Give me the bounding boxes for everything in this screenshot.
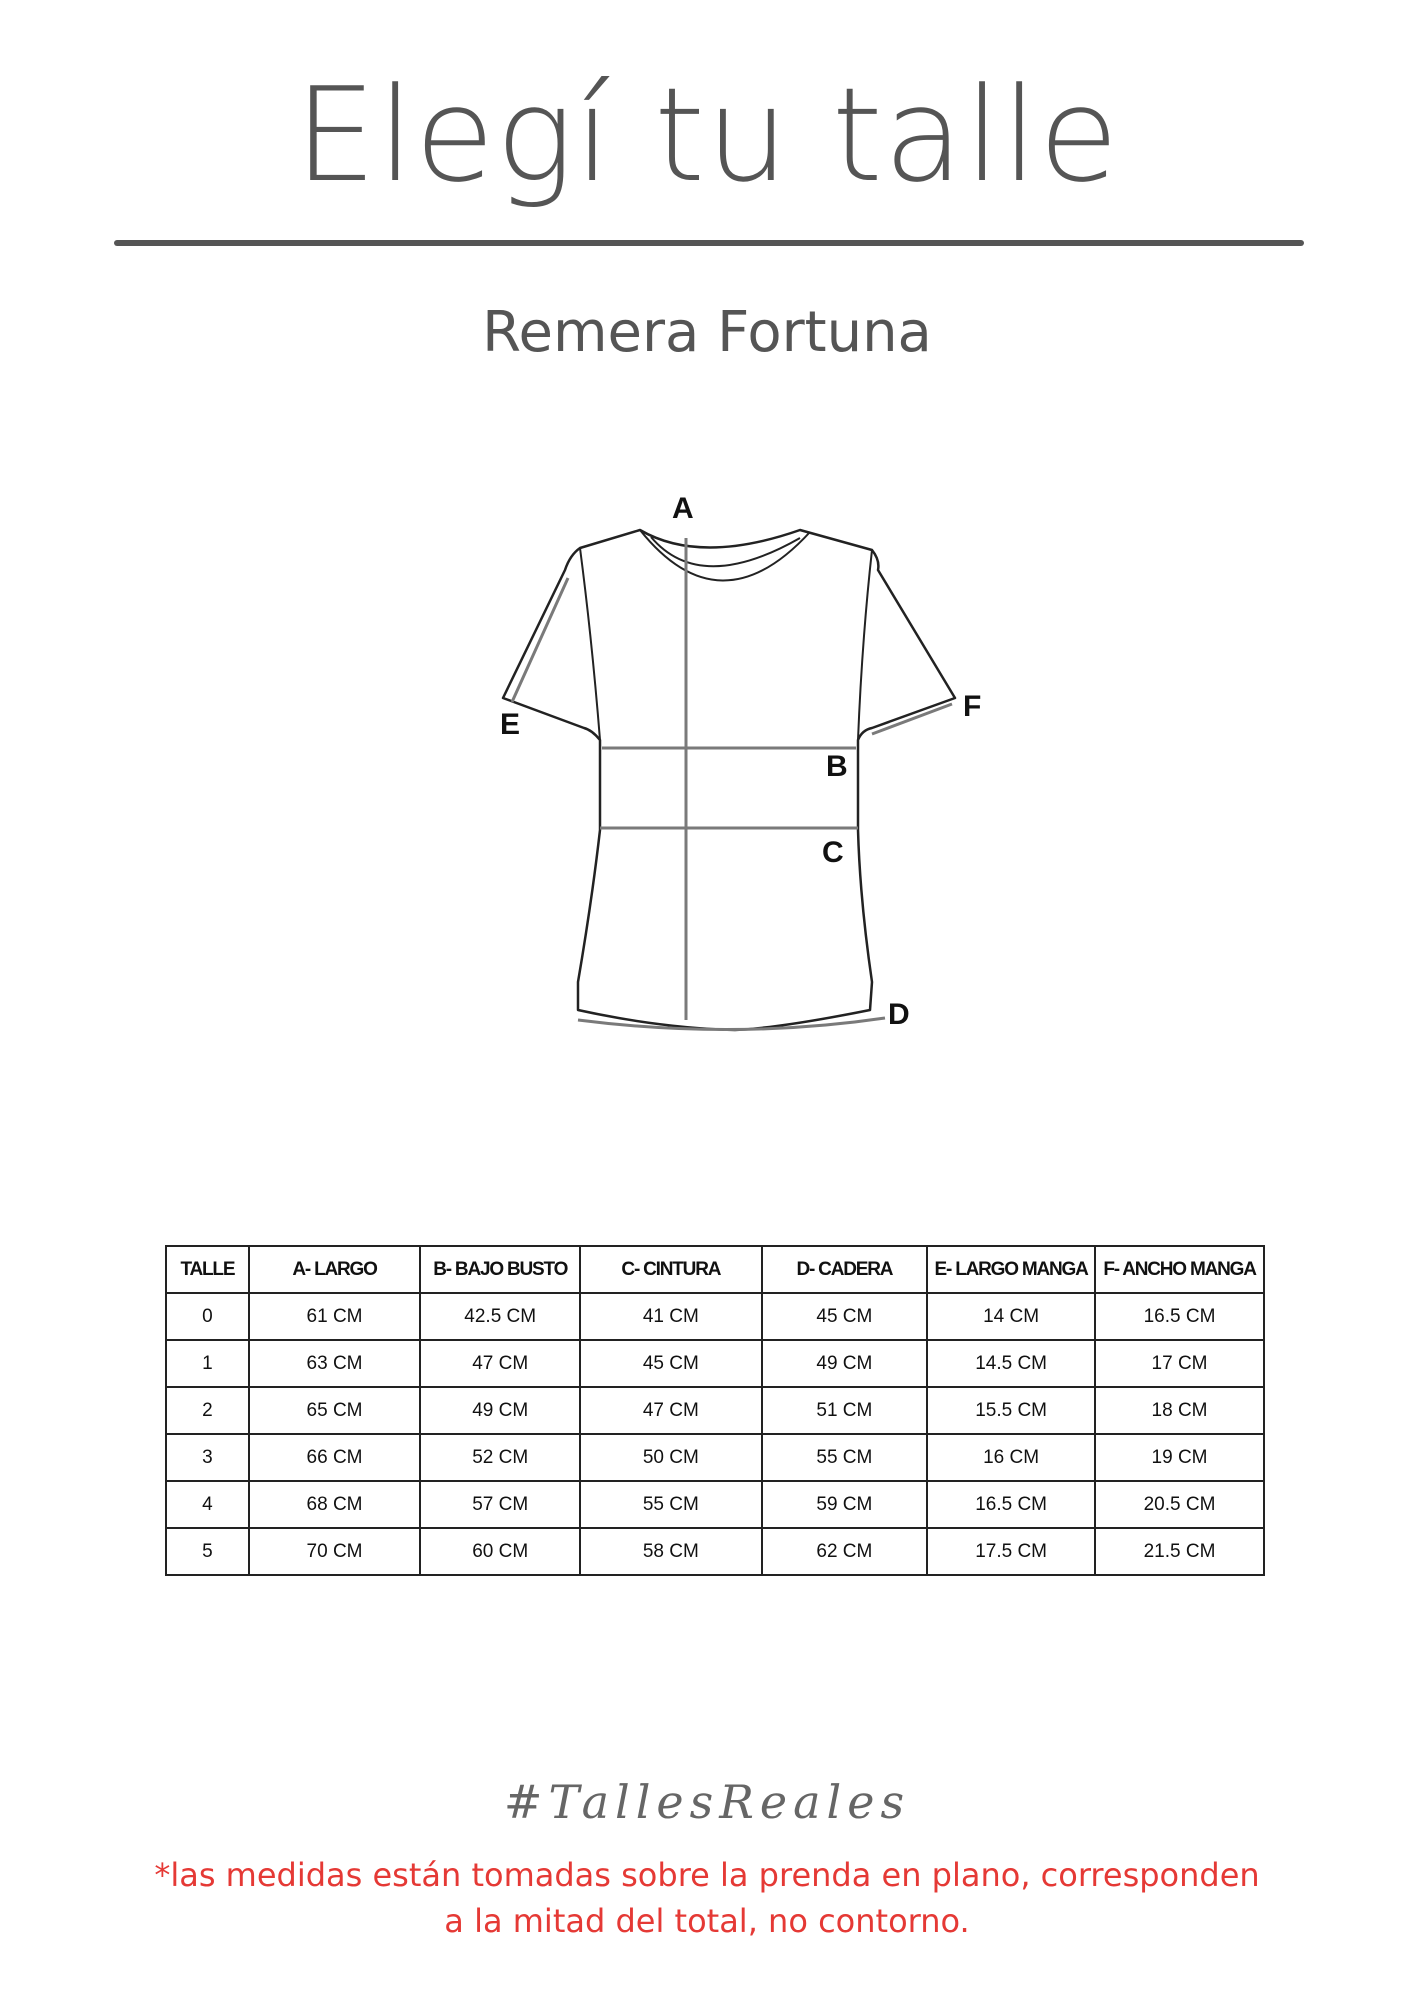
table-row: [166, 1340, 1264, 1387]
page-title: Elegí tu talle: [294, 59, 1120, 211]
label-d: D: [888, 998, 910, 1031]
cell-cintura: 47 CM: [580, 1387, 761, 1434]
title-divider: [114, 240, 1304, 246]
cell-ancho-manga: 20.5 CM: [1095, 1481, 1264, 1528]
cell-ancho-manga: 17 CM: [1095, 1340, 1264, 1387]
label-a: A: [672, 492, 694, 525]
measurement-note: [110, 1852, 1304, 1944]
note-line-1: *las medidas están tomadas sobre la prenda en plano, corresponden: [154, 1856, 1260, 1894]
cell-ancho-manga: 18 CM: [1095, 1387, 1264, 1434]
label-e: E: [500, 708, 521, 741]
cell-cadera: 62 CM: [762, 1528, 928, 1575]
cell-largo-manga: 16.5 CM: [927, 1481, 1095, 1528]
cell-cintura: 50 CM: [580, 1434, 761, 1481]
cell-cadera: 45 CM: [762, 1293, 928, 1340]
cell-cadera: 49 CM: [762, 1340, 928, 1387]
cell-largo-manga: 14.5 CM: [927, 1340, 1095, 1387]
cell-largo: 61 CM: [249, 1293, 420, 1340]
cell-largo-manga: 17.5 CM: [927, 1528, 1095, 1575]
label-f: F: [963, 690, 982, 723]
header-cintura: C- CINTURA: [580, 1246, 761, 1293]
cell-bajo-busto: 47 CM: [420, 1340, 580, 1387]
cell-largo: 70 CM: [249, 1528, 420, 1575]
measure-line-e-sleeve-length: [512, 578, 568, 702]
left-armhole-seam: [580, 548, 600, 740]
cell-bajo-busto: 42.5 CM: [420, 1293, 580, 1340]
header-cadera: D- CADERA: [762, 1246, 928, 1293]
cell-cintura: 55 CM: [580, 1481, 761, 1528]
cell-cadera: 51 CM: [762, 1387, 928, 1434]
tshirt-illustration: [0, 470, 1414, 1070]
cell-ancho-manga: 19 CM: [1095, 1434, 1264, 1481]
header-largo-manga: E- LARGO MANGA: [927, 1246, 1095, 1293]
cell-largo-manga: 14 CM: [927, 1293, 1095, 1340]
cell-cintura: 45 CM: [580, 1340, 761, 1387]
neckline-outer: [640, 530, 810, 581]
cell-talle: 3: [166, 1434, 249, 1481]
right-armhole-seam: [858, 550, 872, 740]
cell-cadera: 59 CM: [762, 1481, 928, 1528]
tshirt-measurement-diagram: [0, 470, 1414, 1070]
cell-talle: 2: [166, 1387, 249, 1434]
cell-cintura: 41 CM: [580, 1293, 761, 1340]
cell-ancho-manga: 16.5 CM: [1095, 1293, 1264, 1340]
cell-talle: 0: [166, 1293, 249, 1340]
cell-bajo-busto: 52 CM: [420, 1434, 580, 1481]
table-row: [166, 1481, 1264, 1528]
cell-talle: 5: [166, 1528, 249, 1575]
cell-largo: 65 CM: [249, 1387, 420, 1434]
table-row: [166, 1293, 1264, 1340]
label-b: B: [826, 750, 848, 783]
cell-bajo-busto: 49 CM: [420, 1387, 580, 1434]
cell-largo: 66 CM: [249, 1434, 420, 1481]
cell-cadera: 55 CM: [762, 1434, 928, 1481]
cell-cintura: 58 CM: [580, 1528, 761, 1575]
cell-ancho-manga: 21.5 CM: [1095, 1528, 1264, 1575]
cell-largo: 63 CM: [249, 1340, 420, 1387]
cell-largo: 68 CM: [249, 1481, 420, 1528]
measure-line-f-sleeve-width: [872, 704, 952, 734]
note-line-2: a la mitad del total, no contorno.: [444, 1902, 970, 1940]
header-ancho-manga: F- ANCHO MANGA: [1095, 1246, 1264, 1293]
hashtag: #TallesReales: [503, 1775, 911, 1829]
cell-largo-manga: 15.5 CM: [927, 1387, 1095, 1434]
label-c: C: [822, 836, 844, 869]
cell-talle: 4: [166, 1481, 249, 1528]
table-row: [166, 1528, 1264, 1575]
table-header-row: [166, 1246, 1264, 1293]
size-chart-table: [165, 1245, 1265, 1576]
header-talle: TALLE: [166, 1246, 249, 1293]
header-largo: A- LARGO: [249, 1246, 420, 1293]
cell-bajo-busto: 57 CM: [420, 1481, 580, 1528]
cell-largo-manga: 16 CM: [927, 1434, 1095, 1481]
cell-talle: 1: [166, 1340, 249, 1387]
cell-bajo-busto: 60 CM: [420, 1528, 580, 1575]
table-row: [166, 1434, 1264, 1481]
tshirt-outline: [503, 530, 955, 1030]
product-name: Remera Fortuna: [482, 300, 932, 365]
table-row: [166, 1387, 1264, 1434]
header-bajo-busto: B- BAJO BUSTO: [420, 1246, 580, 1293]
